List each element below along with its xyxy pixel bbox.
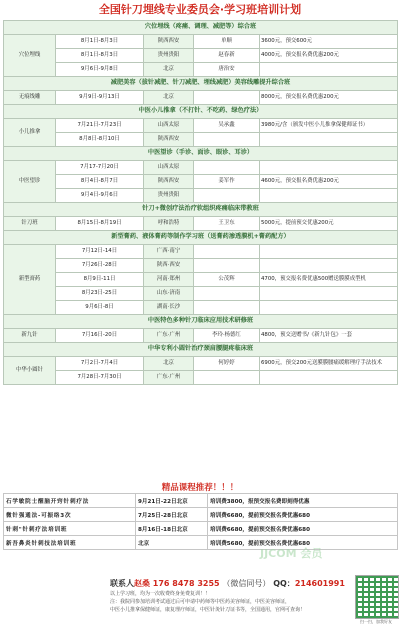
promo-course-price: 培训费5680，提前预交报名费优惠680 bbox=[208, 536, 398, 550]
course-teacher bbox=[194, 161, 260, 175]
course-location: 广东·广州 bbox=[144, 371, 194, 385]
course-fee bbox=[260, 259, 398, 273]
course-fee: 8000元，预交报名费优惠200元 bbox=[260, 91, 398, 105]
promo-course-name: 石学敏院士醒脑开窍针刺疗法 bbox=[4, 494, 136, 508]
schedule-row bbox=[4, 301, 398, 315]
course-fee bbox=[260, 245, 398, 259]
course-fee bbox=[260, 371, 398, 385]
promo-course-name: 微针强通法-可振络3次 bbox=[4, 508, 136, 522]
course-fee: 4800，预交送赠书/《新九针包》一套 bbox=[260, 329, 398, 343]
qr-caption: 扫一扫，加我好友 bbox=[360, 619, 392, 624]
course-date: 7月26日-28日 bbox=[56, 259, 144, 273]
course-date: 8月1日-8月3日 bbox=[56, 49, 144, 63]
note-line-1: 以上学习班，均为一次收费终身免费复训！！ bbox=[110, 591, 211, 597]
page-title: 全国针刀埋线专业委员会·学习班培训计划 bbox=[98, 3, 302, 16]
course-date: 8月8日-8月10日 bbox=[56, 133, 144, 147]
contact-wechat-note: （微信同号） bbox=[222, 579, 271, 588]
course-location: 呼和浩特 bbox=[144, 217, 194, 231]
course-date: 9月4日-9月6日 bbox=[56, 189, 144, 203]
course-name: 中医望诊 bbox=[4, 161, 56, 203]
section-header-row bbox=[4, 105, 398, 119]
course-teacher: 何婷婷 bbox=[194, 357, 260, 371]
course-location: 广西·南宁 bbox=[144, 245, 194, 259]
course-name: 新九针 bbox=[4, 329, 56, 343]
course-date: 7月2日-7月4日 bbox=[56, 357, 144, 371]
course-name: 穴位埋线 bbox=[4, 35, 56, 77]
course-date: 8月23日-25日 bbox=[56, 287, 144, 301]
contact-name: 赵桑 bbox=[134, 579, 150, 588]
schedule-row bbox=[4, 49, 398, 63]
section-heading: 中医小儿推拿（不打针、不吃药、绿色疗法） bbox=[4, 105, 398, 119]
section-header-row bbox=[4, 315, 398, 329]
promo-course-date: 7月25日-28日北京 bbox=[136, 508, 208, 522]
section-header-row bbox=[4, 231, 398, 245]
qr-code-icon bbox=[355, 575, 399, 619]
course-fee bbox=[260, 287, 398, 301]
course-date: 7月16日-20日 bbox=[56, 329, 144, 343]
course-name: 中华小圆针 bbox=[4, 357, 56, 385]
contact-qq: 214601991 bbox=[294, 579, 345, 588]
course-date: 7月12日-14日 bbox=[56, 245, 144, 259]
promo-course-date: 9月21日-22日北京 bbox=[136, 494, 208, 508]
schedule-row bbox=[4, 329, 398, 343]
course-location: 河南·郑州 bbox=[144, 273, 194, 287]
course-location: 湖南·长沙 bbox=[144, 301, 194, 315]
promo-row bbox=[4, 494, 398, 508]
note-line-2: 注：我院同参加培训考试通过后可申请中药师等中医药美容师证，中医美容师证， bbox=[110, 599, 291, 605]
course-date: 9月6日-9月8日 bbox=[56, 63, 144, 77]
course-name: 无痕线雕 bbox=[4, 91, 56, 105]
promo-course-name: 针刺"针刺疗法培训班 bbox=[4, 522, 136, 536]
schedule-row bbox=[4, 371, 398, 385]
course-location: 贵州贵阳 bbox=[144, 189, 194, 203]
contact-line bbox=[110, 578, 345, 589]
course-location: 陕西西安 bbox=[144, 175, 194, 189]
course-name: 针刀班 bbox=[4, 217, 56, 231]
course-name: 小儿推拿 bbox=[4, 119, 56, 147]
course-location: 北京 bbox=[144, 357, 194, 371]
course-fee: 4000元，预交报名费优惠200元 bbox=[260, 49, 398, 63]
course-location: 北京 bbox=[144, 91, 194, 105]
schedule-row bbox=[4, 259, 398, 273]
course-teacher bbox=[194, 371, 260, 385]
course-date: 9月6日-8日 bbox=[56, 301, 144, 315]
promo-course-date: 北京 bbox=[136, 536, 208, 550]
promo-row bbox=[4, 536, 398, 550]
course-fee: 3600元，预交600元 bbox=[260, 35, 398, 49]
course-location: 陕西·西安 bbox=[144, 259, 194, 273]
promo-course-price: 培训费3800，报预交报名费即刻得优惠 bbox=[208, 494, 398, 508]
promo-course-price: 培训费6680，提前预交报名费优惠680 bbox=[208, 522, 398, 536]
section-heading: 针刀+微创疗法治疗软组织疼痛临床带教班 bbox=[4, 203, 398, 217]
schedule-row bbox=[4, 119, 398, 133]
promo-title: 精品课程推荐！！！ bbox=[161, 483, 239, 493]
promo-row bbox=[4, 508, 398, 522]
section-header-row bbox=[4, 21, 398, 35]
schedule-row bbox=[4, 63, 398, 77]
schedule-row bbox=[4, 91, 398, 105]
promo-course-name: 新吾鼻炎针刺技法培训班 bbox=[4, 536, 136, 550]
schedule-row bbox=[4, 357, 398, 371]
section-heading: 中医特色多种针刀临床应用技术研修班 bbox=[4, 315, 398, 329]
wechat-qr-code bbox=[355, 575, 397, 627]
course-teacher bbox=[194, 91, 260, 105]
course-teacher bbox=[194, 259, 260, 273]
course-fee: 5000元，提前预交优惠200元 bbox=[260, 217, 398, 231]
course-teacher bbox=[194, 287, 260, 301]
course-teacher bbox=[194, 245, 260, 259]
course-location: 广东·广州 bbox=[144, 329, 194, 343]
course-location: 贵州贵阳 bbox=[144, 49, 194, 63]
course-date: 7月28日-7月30日 bbox=[56, 371, 144, 385]
section-header-row bbox=[4, 343, 398, 357]
course-teacher: 单顺 bbox=[194, 35, 260, 49]
course-fee bbox=[260, 189, 398, 203]
course-teacher: 赵春新 bbox=[194, 49, 260, 63]
course-teacher: 姜军作 bbox=[194, 175, 260, 189]
section-heading: 新型膏药、液体膏药等制作学习班（送膏药渗透膜机+膏药配方） bbox=[4, 231, 398, 245]
course-fee: 4700，预交报名费优惠500赠送膜膜成型机 bbox=[260, 273, 398, 287]
course-teacher: 王卫东 bbox=[194, 217, 260, 231]
note-line-3: 中医小儿推拿保健师证，康复理疗师证，中医针灸针刀证书等，全国通用，官网可查询！ bbox=[110, 607, 306, 613]
promo-table bbox=[3, 493, 398, 550]
section-header-row bbox=[4, 147, 398, 161]
course-teacher bbox=[194, 133, 260, 147]
watermark: JJCOM 会员 bbox=[260, 547, 323, 560]
schedule-row bbox=[4, 273, 398, 287]
course-fee bbox=[260, 63, 398, 77]
course-teacher: 李玲·杨德红 bbox=[194, 329, 260, 343]
course-teacher bbox=[194, 301, 260, 315]
course-location: 山东·济南 bbox=[144, 287, 194, 301]
schedule-row bbox=[4, 217, 398, 231]
course-date: 8月1日-8月3日 bbox=[56, 35, 144, 49]
course-fee bbox=[260, 161, 398, 175]
course-location: 陕西西安 bbox=[144, 35, 194, 49]
schedule-row bbox=[4, 245, 398, 259]
schedule-table bbox=[3, 20, 398, 385]
course-name: 新型膏药 bbox=[4, 245, 56, 315]
course-fee bbox=[260, 133, 398, 147]
course-date: 8月15日-8月19日 bbox=[56, 217, 144, 231]
course-date: 7月21日-7月23日 bbox=[56, 119, 144, 133]
contact-label: 联系人 bbox=[110, 579, 134, 588]
section-heading: 中华专利小圆针治疗颈肩腰腿疼临床班 bbox=[4, 343, 398, 357]
course-location: 山西太原 bbox=[144, 119, 194, 133]
schedule-row bbox=[4, 161, 398, 175]
section-heading: 中医望诊（手诊、面诊、眼诊、耳诊） bbox=[4, 147, 398, 161]
section-header-row bbox=[4, 77, 398, 91]
promo-row bbox=[4, 522, 398, 536]
course-location: 北京 bbox=[144, 63, 194, 77]
promo-course-date: 8月16日-18日北京 bbox=[136, 522, 208, 536]
course-fee: 6900元，预交200元送膜膜腰痛缓解理疗手法技术 bbox=[260, 357, 398, 371]
contact-phone: 176 8478 3255 bbox=[152, 579, 220, 588]
promo-course-price: 培训费6680，提前预交报名费优惠680 bbox=[208, 508, 398, 522]
course-fee: 4600元，预交报名费优惠200元 bbox=[260, 175, 398, 189]
section-header-row bbox=[4, 203, 398, 217]
section-heading: 减肥美容（拔针减肥、针刀减肥、埋线减肥）美容线雕提升综合班 bbox=[4, 77, 398, 91]
section-heading: 穴位埋线（疼痛、调理、减肥等）综合班 bbox=[4, 21, 398, 35]
course-location: 山西太原 bbox=[144, 161, 194, 175]
course-date: 7月17-7月20日 bbox=[56, 161, 144, 175]
course-teacher: 唐治安 bbox=[194, 63, 260, 77]
schedule-row bbox=[4, 133, 398, 147]
course-teacher: 公茂辉 bbox=[194, 273, 260, 287]
schedule-row bbox=[4, 287, 398, 301]
course-teacher: 吴承鑫 bbox=[194, 119, 260, 133]
course-date: 8月9日-11日 bbox=[56, 273, 144, 287]
course-teacher bbox=[194, 189, 260, 203]
course-date: 9月9日-9月13日 bbox=[56, 91, 144, 105]
course-fee: 3980元/含（颁发中医小儿推拿保健师证书） bbox=[260, 119, 398, 133]
course-fee bbox=[260, 301, 398, 315]
contact-qq-label: QQ： bbox=[273, 579, 295, 588]
schedule-row bbox=[4, 35, 398, 49]
course-date: 8月4日-8月7日 bbox=[56, 175, 144, 189]
course-location: 陕西西安 bbox=[144, 133, 194, 147]
schedule-row bbox=[4, 175, 398, 189]
schedule-row bbox=[4, 189, 398, 203]
